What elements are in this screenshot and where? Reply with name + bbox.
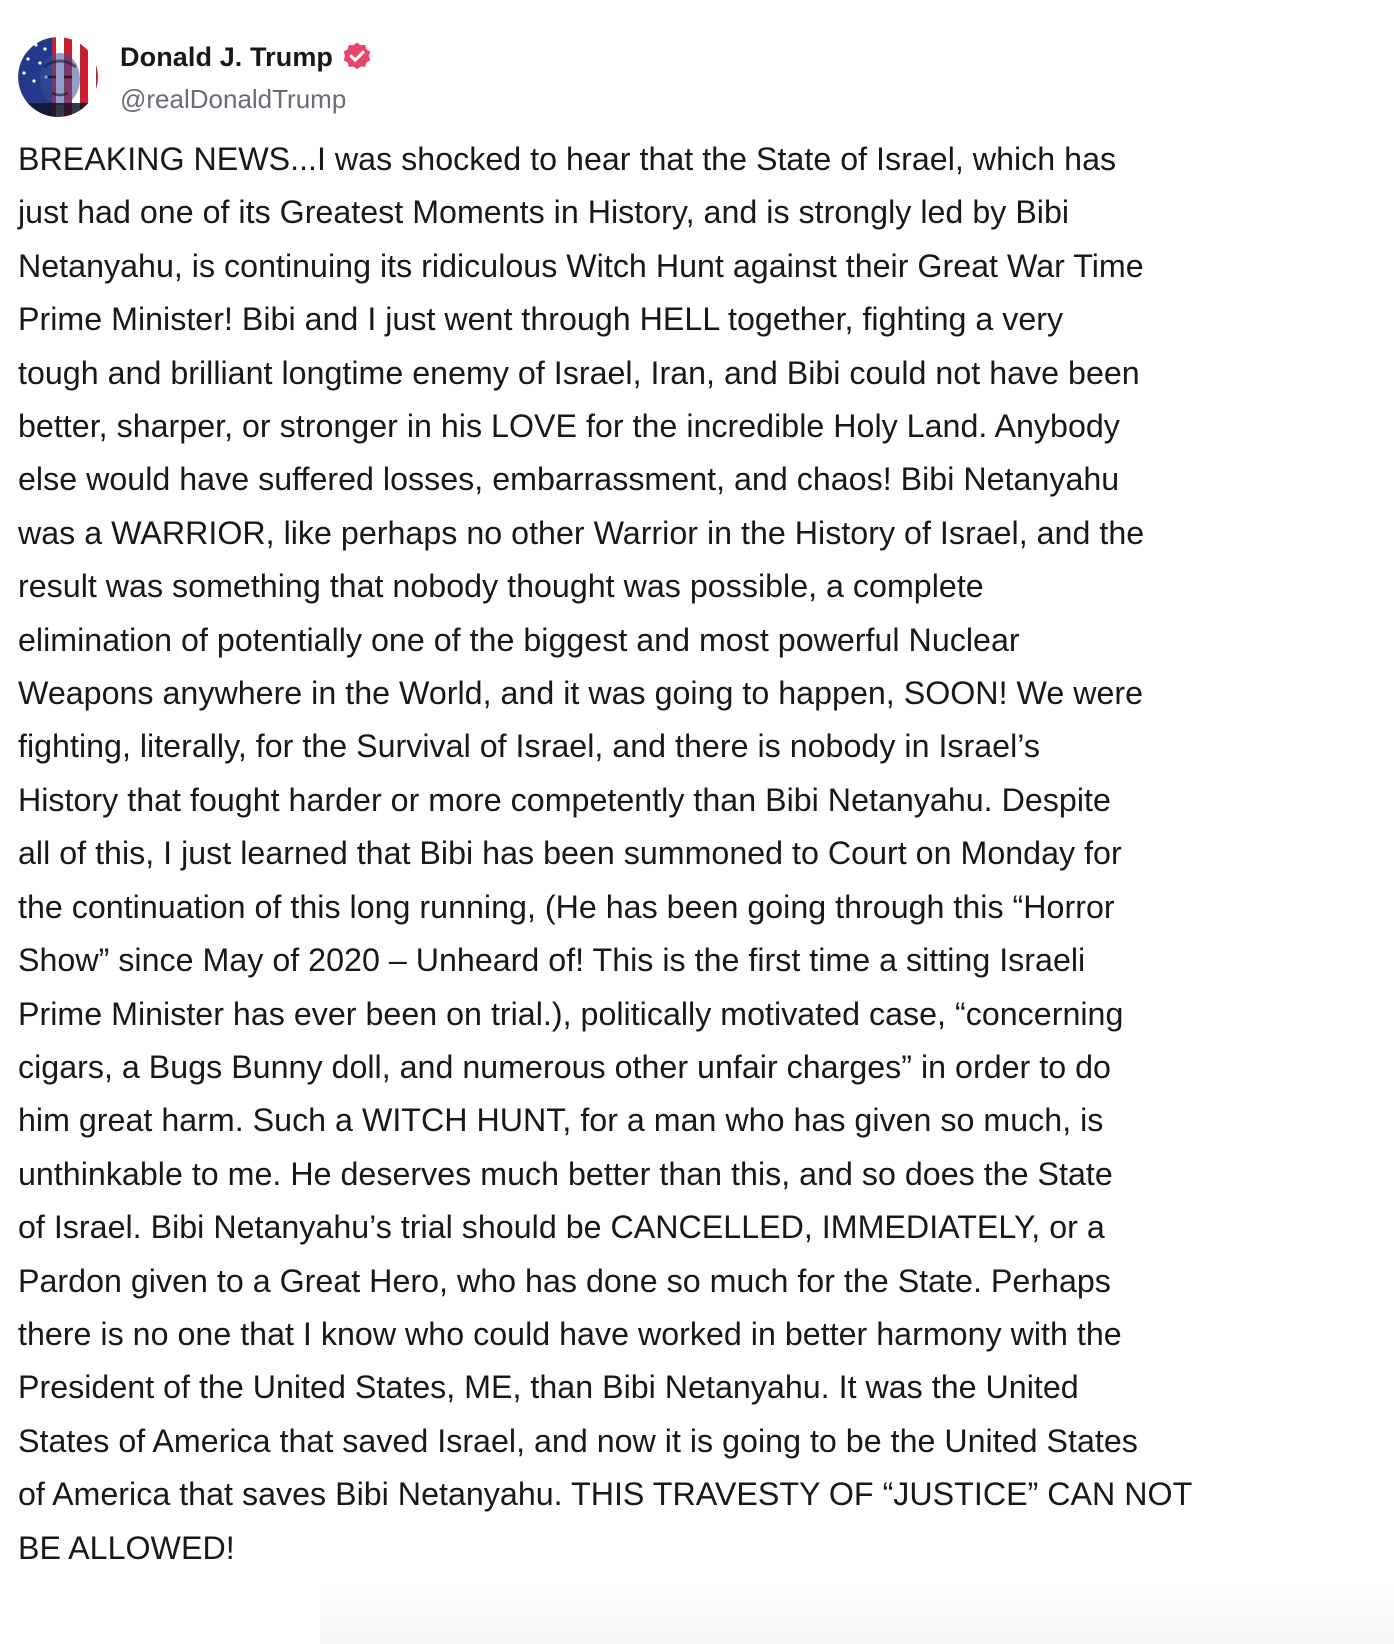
post-line: was a WARRIOR, like perhaps no other Warrior in the History of Israel, and the: [18, 514, 1145, 551]
display-name[interactable]: Donald J. Trump: [120, 41, 334, 72]
author-info: [120, 37, 373, 117]
post-line: the continuation of this long running, (He has been going through this “Horror: [18, 888, 1115, 925]
post-line: tough and brilliant longtime enemy of Israel, Iran, and Bibi could not have been: [18, 354, 1140, 391]
post-line: States of America that saved Israel, and now it is going to be the United States: [18, 1422, 1138, 1459]
post-line: of America that saves Bibi Netanyahu. THIS TRAVESTY OF “JUSTICE” CAN NOT: [18, 1476, 1193, 1513]
post-line: just had one of its Greatest Moments in History, and is strongly led by Bibi: [18, 194, 1070, 231]
avatar[interactable]: [18, 37, 98, 117]
bottom-fade-overlay: [320, 1584, 1394, 1644]
post-line: else would have suffered losses, embarrassment, and chaos! Bibi Netanyahu: [18, 461, 1120, 498]
post-line: Pardon given to a Great Hero, who has done so much for the State. Perhaps: [18, 1262, 1111, 1299]
post-line: of Israel. Bibi Netanyahu’s trial should be CANCELLED, IMMEDIATELY, or a: [18, 1209, 1105, 1246]
post-line: Prime Minister has ever been on trial.), politically motivated case, “concerning: [18, 995, 1124, 1032]
post-line: BE ALLOWED!: [18, 1529, 235, 1566]
user-handle[interactable]: @realDonaldTrump: [120, 84, 347, 114]
avatar-image: [18, 37, 98, 117]
verified-badge-icon: [341, 41, 373, 73]
post-line: BREAKING NEWS...I was shocked to hear that the State of Israel, which has: [18, 141, 1117, 177]
post-line: there is no one that I know who could have worked in better harmony with the: [18, 1315, 1122, 1352]
post-line: him great harm. Such a WITCH HUNT, for a man who has given so much, is: [18, 1102, 1104, 1139]
post-line: result was something that nobody thought was possible, a complete: [18, 568, 984, 605]
post-line: fighting, literally, for the Survival of Israel, and there is nobody in Israel’s: [18, 728, 1040, 765]
post-line: Netanyahu, is continuing its ridiculous Witch Hunt against their Great War Time: [18, 247, 1144, 284]
post-line: all of this, I just learned that Bibi has been summoned to Court on Monday for: [18, 835, 1122, 872]
post-line: History that fought harder or more competently than Bibi Netanyahu. Despite: [18, 781, 1111, 818]
post-line: elimination of potentially one of the biggest and most powerful Nuclear: [18, 621, 1020, 658]
post-line: Show” since May of 2020 – Unheard of! This is the first time a sitting Israeli: [18, 942, 1086, 979]
post-line: cigars, a Bugs Bunny doll, and numerous other unfair charges” in order to do: [18, 1048, 1111, 1085]
name-row: [120, 37, 373, 77]
post-line: better, sharper, or stronger in his LOVE for the incredible Holy Land. Anybody: [18, 408, 1120, 445]
post-line: President of the United States, ME, than Bibi Netanyahu. It was the United: [18, 1369, 1079, 1406]
post-line: Prime Minister! Bibi and I just went through HELL together, fighting a very: [18, 301, 1064, 338]
post-line: Weapons anywhere in the World, and it was going to happen, SOON! We were: [18, 675, 1144, 712]
post-header: [18, 36, 373, 118]
post-text: [18, 133, 1318, 1575]
post-line: unthinkable to me. He deserves much better than this, and so does the State: [18, 1155, 1113, 1192]
